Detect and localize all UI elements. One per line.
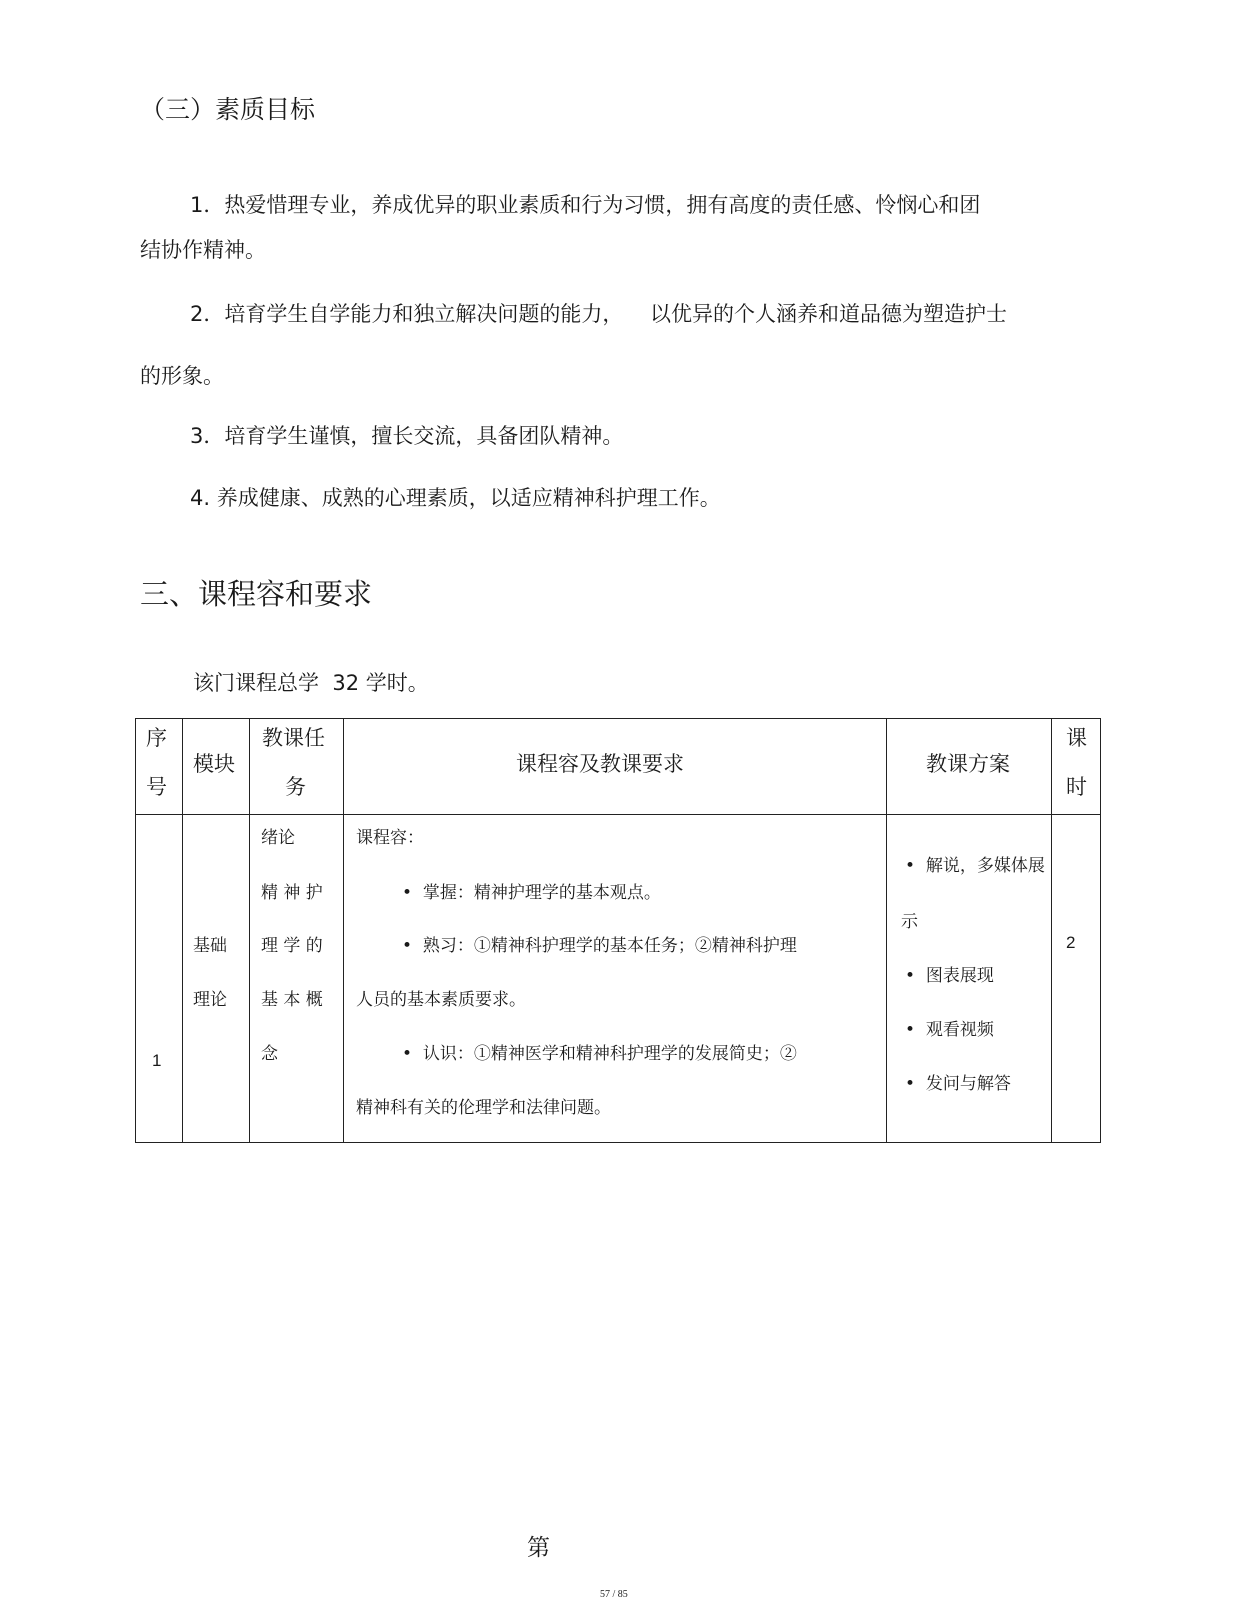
plan-line-1: • 解说，多媒体展	[905, 856, 1045, 876]
content-line-2: • 掌握：精神护理学的基本观点。	[402, 883, 661, 903]
row-seq: 1	[152, 1051, 162, 1070]
quality-item-3: 3．培育学生谨慎，擅长交流，具备团队精神。	[190, 424, 624, 448]
header-task	[250, 719, 344, 815]
page-footer-word: 第	[527, 1535, 550, 1561]
content-line-1: 课程容：	[356, 828, 424, 848]
header-seq	[136, 719, 183, 815]
module-line-2: 理论	[193, 990, 227, 1010]
plan-line-3: • 图表展现	[905, 966, 994, 986]
header-task-line-1: 教课任	[262, 726, 325, 750]
table-header-row	[136, 719, 1101, 815]
course-intro: 该门课程总学 32 学时。	[193, 671, 429, 695]
task-line-4: 基 本 概	[261, 990, 323, 1010]
module-line-1: 基础	[193, 936, 227, 956]
content-line-6: 精神科有关的伦理学和法律问题。	[356, 1098, 611, 1118]
cell-module	[183, 815, 250, 1143]
header-hours-line-2: 时	[1066, 775, 1087, 799]
header-module-label: 模块	[193, 752, 235, 776]
task-line-3: 理 学 的	[261, 936, 323, 956]
header-hours-line-1: 课	[1066, 726, 1087, 750]
content-line-5: • 认识：①精神医学和精神科护理学的发展简史；②	[402, 1044, 797, 1064]
cell-plan	[887, 815, 1052, 1143]
quality-item-4: 4. 养成健康、成熟的心理素质，以适应精神科护理工作。	[190, 486, 721, 510]
plan-line-5: • 发问与解答	[905, 1074, 1011, 1094]
header-content-label: 课程容及教课要求	[516, 752, 684, 776]
task-line-2: 精 神 护	[261, 883, 323, 903]
quality-item-2-line-1: 2．培育学生自学能力和独立解决问题的能力， 以优异的个人涵养和道品德为塑造护士	[190, 302, 1008, 326]
header-seq-line-2: 号	[146, 775, 167, 799]
header-plan	[887, 719, 1052, 815]
content-line-4: 人员的基本素质要求。	[356, 990, 526, 1010]
content-line-3: • 熟习：①精神科护理学的基本任务；②精神科护理	[402, 936, 797, 956]
cell-seq	[136, 815, 183, 1143]
task-line-1: 绪论	[261, 828, 295, 848]
row-hours: 2	[1066, 933, 1076, 952]
quality-item-1-line-1: 1．热爱惜理专业，养成优异的职业素质和行为习惯，拥有高度的责任感、怜悯心和团	[190, 193, 981, 217]
task-line-5: 念	[261, 1044, 278, 1064]
plan-line-4: • 观看视频	[905, 1020, 994, 1040]
header-task-line-2: 务	[285, 775, 306, 799]
cell-hours	[1052, 815, 1101, 1143]
plan-line-2: 示	[901, 912, 918, 932]
section-heading-course: 三、课程容和要求	[140, 577, 373, 611]
header-plan-label: 教课方案	[926, 752, 1010, 776]
table-row	[136, 815, 1101, 1143]
quality-item-1-line-2: 结协作精神。	[140, 238, 266, 262]
header-hours	[1052, 719, 1101, 815]
header-seq-line-1: 序	[146, 726, 167, 750]
cell-task	[250, 815, 344, 1143]
cell-content	[344, 815, 887, 1143]
quality-item-2-line-2: 的形象。	[140, 364, 224, 388]
section-heading-quality: （三）素质目标	[140, 95, 316, 124]
header-content	[344, 719, 887, 815]
page-counter: 57 / 85	[600, 1589, 628, 1600]
course-table	[135, 718, 1101, 1143]
header-module	[183, 719, 250, 815]
